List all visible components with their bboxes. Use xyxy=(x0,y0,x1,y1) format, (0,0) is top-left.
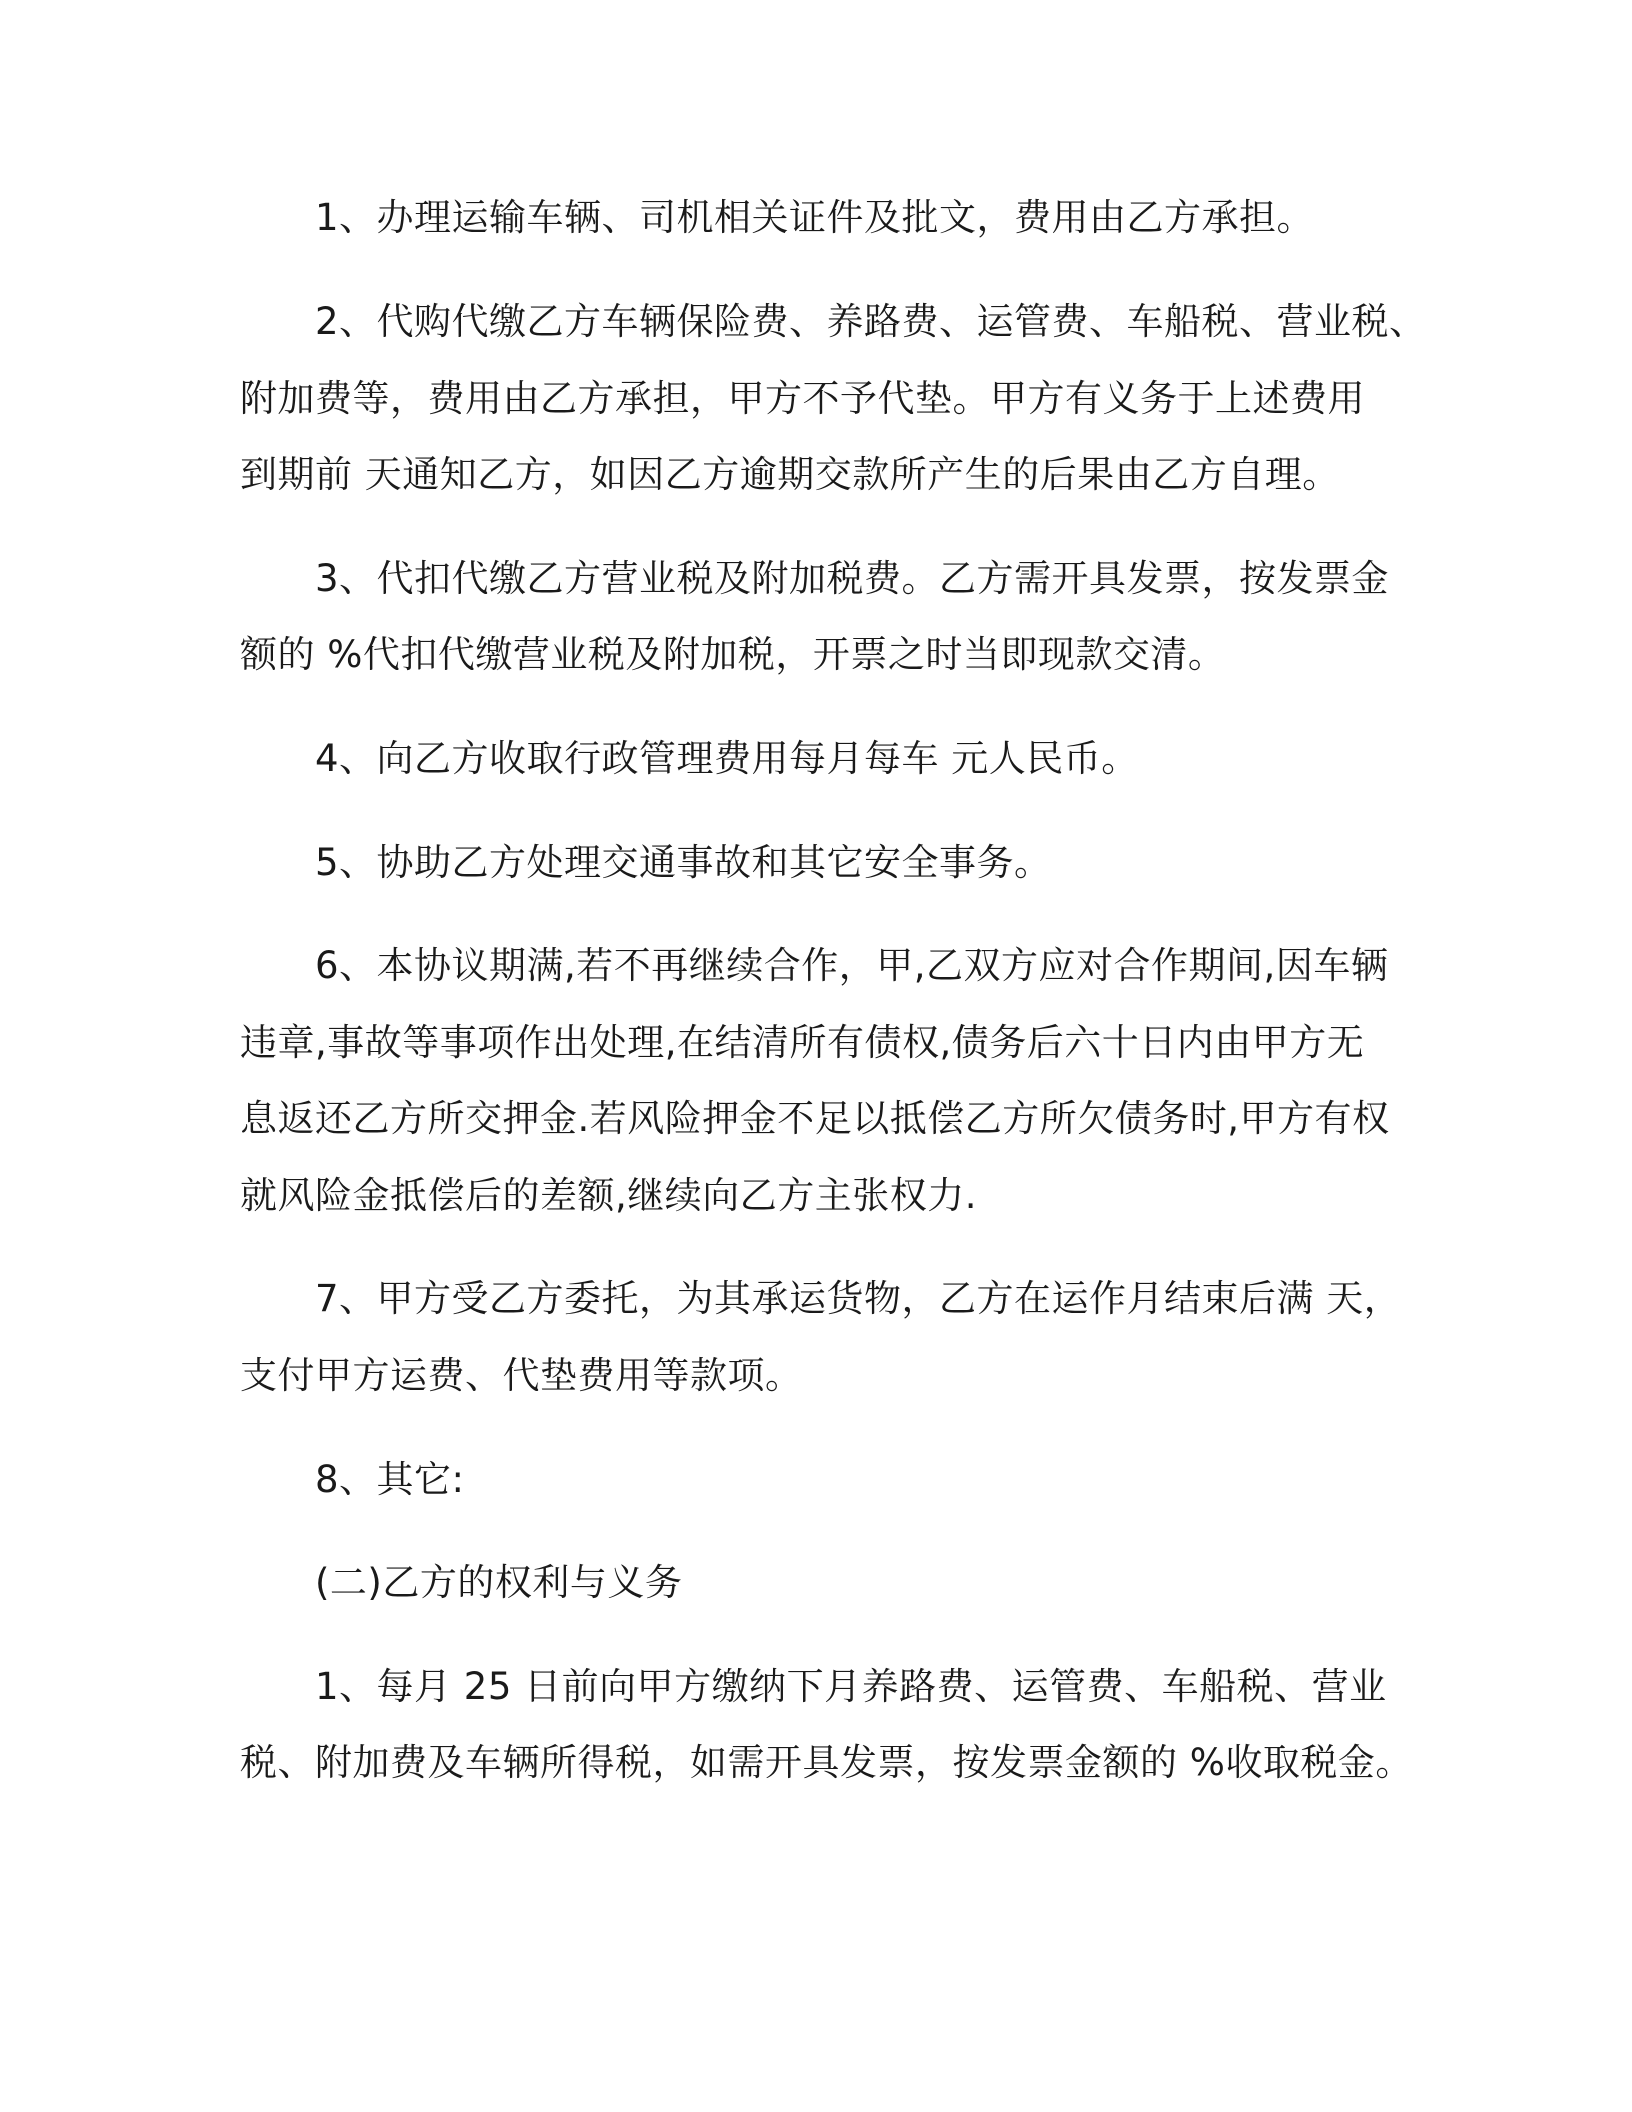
item-2-line-3: 到期前 天通知乙方，如因乙方逾期交款所产生的后果由乙方自理。 xyxy=(240,453,1340,496)
item-2-line-2: 附加费等，费用由乙方承担，甲方不予代垫。甲方有义务于上述费用 xyxy=(240,377,1365,420)
item-4-line-1: 4、向乙方收取行政管理费用每月每车 元人民币。 xyxy=(315,737,1139,780)
item-6-line-2: 违章,事故等事项作出处理,在结清所有债权,债务后六十日内由甲方无 xyxy=(240,1021,1365,1064)
item-5-line-1: 5、协助乙方处理交通事故和其它安全事务。 xyxy=(315,841,1052,884)
b-item-1-line-1: 1、每月 25 日前向甲方缴纳下月养路费、运管费、车船税、营业 xyxy=(315,1665,1387,1708)
item-2-line-1: 2、代购代缴乙方车辆保险费、养路费、运管费、车船税、营业税、 xyxy=(315,300,1427,343)
item-7-line-1: 7、甲方受乙方委托，为其承运货物，乙方在运作月结束后满 天， xyxy=(315,1277,1402,1320)
item-3-line-1: 3、代扣代缴乙方营业税及附加税费。乙方需开具发票，按发票金 xyxy=(315,557,1390,600)
item-7-line-2: 支付甲方运费、代垫费用等款项。 xyxy=(240,1354,803,1397)
item-6-line-1: 6、本协议期满,若不再继续合作，甲,乙双方应对合作期间,因车辆 xyxy=(315,944,1389,987)
item-1-line-1: 1、办理运输车辆、司机相关证件及批文，费用由乙方承担。 xyxy=(315,196,1315,239)
item-8-line-1: 8、其它: xyxy=(315,1458,465,1501)
item-3-line-2: 额的 %代扣代缴营业税及附加税，开票之时当即现款交清。 xyxy=(240,633,1226,676)
item-6-line-3: 息返还乙方所交押金.若风险押金不足以抵偿乙方所欠债务时,甲方有权 xyxy=(240,1097,1390,1140)
section-heading: (二)乙方的权利与义务 xyxy=(315,1561,683,1604)
item-6-line-4: 就风险金抵偿后的差额,继续向乙方主张权力. xyxy=(240,1174,978,1217)
b-item-1-line-2: 税、附加费及车辆所得税，如需开具发票，按发票金额的 %收取税金。 xyxy=(240,1741,1413,1784)
